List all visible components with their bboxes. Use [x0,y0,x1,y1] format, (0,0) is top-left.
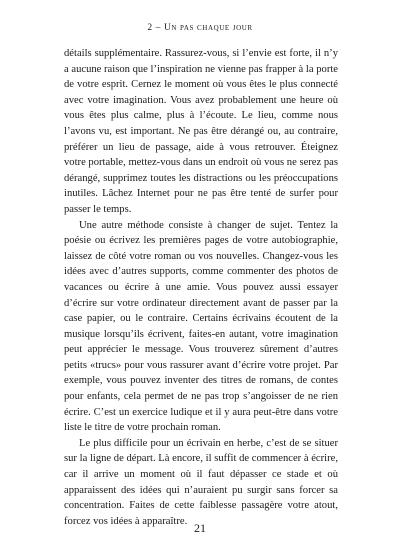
paragraph-continued: détails supplémentaire. Rassurez-vous, si l’envie est forte, il n’y a aucune raison que l’inspiration ne vienne pas frapper à la porte de votre esprit. Cernez le moment où vous êtes le plus connecté avec votre imagination. Vous avez probablement une heure où vous êtes plus calme, plus à l’écoute. Le lieu, comme nous l’avons vu, est important. Ne pas être dérangé ou, au contraire, préférer un lieu de passage, aide à vous retrouver. Éteignez votre portable, mettez-vous dans un endroit où vous ne serez pas dérangé, supprimez toutes les distractions ou les préoccupations inutiles. Lâchez Internet pour ne pas être tenté de surfer pour passer le temps. [64,48,338,215]
running-header: 2 – Un pas chaque jour [147,23,253,33]
body-text [64,46,338,529]
page-number: 21 [194,521,206,535]
paragraph: Une autre méthode consiste à changer de sujet. Tentez la poésie ou écrivez les premières pages de votre autobiographie, laissez de côté votre roman ou vos nouvelles. Changez-vous les idées avec d’autres supports, comme commenter des photos de vacances ou écrire à une amie. Vous pouvez aussi essayer d’écrire sur votre ordinateur directement avant de passer par la case papier, ou le contraire. Certains écrivains écoutent de la musique lorsqu’ils écrivent, faites-en autant, votre imagination peut apprécier le message. Vous trouverez sûrement d’autres petits «trucs» pour vous rassurer avant d’écrire votre projet. Par exemple, vous pouvez inventer des titres de romans, de contes pour enfants, cela permet de ne pas trop s’angoisser de ne rien écrire. C’est un exercice ludique et il y aura peut-être dans votre liste le titre de votre prochain roman. [64,219,338,434]
paragraph: Le plus difficile pour un écrivain en herbe, c’est de se situer sur la ligne de départ. Là encore, il suffit de commencer à écrire, car il arrive un moment où il faut dépasser ce stade et où apparaissent des idées qui n’auraient pu surgir sans forcer sa concentration. Faites de cette faiblesse passagère votre atout, forcez vos idées à apparaître. [64,437,338,527]
